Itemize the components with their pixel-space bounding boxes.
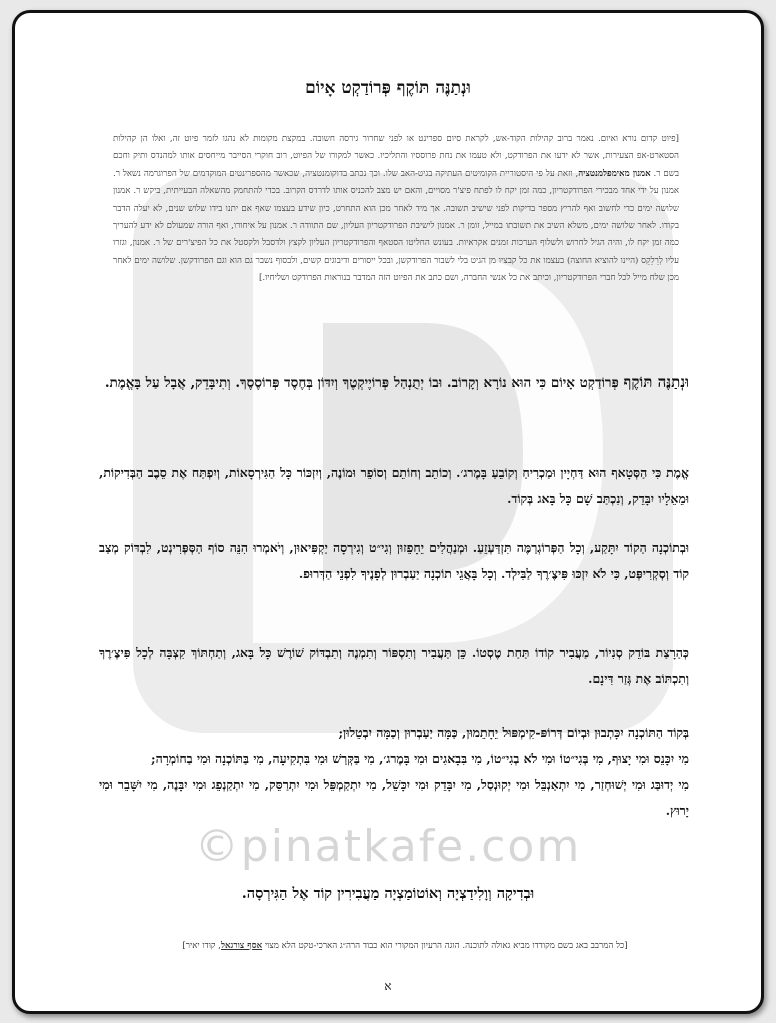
footnote xyxy=(155,940,655,951)
page-title: וּנְתַנֶּה תּוֹקֶף פְּרוֹדַקְט אָיוֹם xyxy=(305,78,471,98)
stanza-4: כְּהַרָצַת בּוֹדֵק סְנִיוֹר, מַעֲבִיר קוֹדוֹ תַּחַת טֶסְטוֹ. כֵּן תַּעֲבִיר וְתִסְפּוֹר וְתִמְנֶה וְתִבְדּוֹק שׁוֹרֶשׁ כָּל בָּאג, וְתַחְתּוֹךְ קִצְבָּה לְכָל פִּיצֶ׳רֶךָ וְתִכְתּוֹב אֶת גְּזַר דִּינָם. xyxy=(99,645,689,686)
stanza-5 xyxy=(99,720,689,824)
watermark-text: ©pinatkafe.com xyxy=(194,821,582,872)
footnote-text: [כל המרבב באג בשם מקודדו מביא גאולה לתוכנה. הוגה הרעיון המקורי הוא כבוד הרה״ג הארכי-טקט הלא מצוי xyxy=(262,941,628,951)
stanza-1 xyxy=(99,367,689,398)
footnote-end: , קודו יאיר] xyxy=(182,941,221,951)
document-content xyxy=(15,13,761,1011)
stanza-5-line-1: בְּקוֹד הַתּוֹכְנָה יִכָּתְבוּן וּבְיוֹם דְּרוֹפּ-קִימְפּוּל יֵחָתֵמוּן, כַּמָּה יַעַבְרוּן וְכַמָּה יִבְטֵלוּן; xyxy=(338,725,689,740)
stanza-5-line-2: מִי יִכָּנֵס וּמִי יָצוּף, מִי בְּגִי״טוֹ וּמִי לֹא בְגִי״טוֹ, מִי בִּבָאגִים וּמִי בָּמֶרג׳, מִי בַּקְּרַשׁ וּמִי בִּתְקִיעָה, מִי בַּתּוֹכְנָה וּמִי בַחוֹמְרָה; xyxy=(151,751,689,766)
document-page xyxy=(12,10,764,1014)
stanza-3: וּבְתוֹכְנָה הַקוֹד יִתָּקַע, וְכָל הַפְּרוֹגְרַמֶּה תִּזְדַּעְזֵעַ. וּמְנַהֲלִים יֵחָפֵזוּן וְגִי״ט וְגִירְסָה יַקְפִּיאוּן, וְיֹאמְרוּ הִנֵּה סוֹף הַסְּפְּרִינְט, לִבְדּוֹק מְצַב קוֹד וְסְקְרִיפְּט, כִּי לֹא יִזְכּוּ פִּיצֶ׳רֶךָ לַבִּילְד. וְכָל בָּאֲגֵי תוֹכְנָה יַעַבְרוּן לְפָנֶיךָ לִפְנֵי הַדְּרוּפ. xyxy=(99,540,689,581)
intro-author-name: אמנון מאימפלמנטציה xyxy=(578,168,651,179)
stanza-1-text: פְּרוֹדַקְט אָיוֹם כִּי הוּא נוֹרָא וְקָרוֹב. וּבוֹ יְתֻנְהַל פְּרוֹיֶיקְטֶךָ וְיִדּוֹן בְּחֶסֶד פְּרוֹסֶסֶךָ. וְתִיבָּדֵק, אֲבָל עַל בָּאֱמֶת. xyxy=(104,375,624,391)
intro-paragraph xyxy=(113,131,679,288)
intro-text-part1: [פיוט קדום נורא ואיום. נאמר ברוב קהילות הקוד-אש, לקראת סיום ספרינט או לפני שחרור גירסה חשובה. במקצת מקומות לא נהגו לזמר פיוט זה, ואלו הן קהילות הסטארט-אפ הצעירות, אשר לא ידעו את הפרודקט, ולא טעמו את נחת פרוססיו והתליכיו. כאשר למקורו של הפיוט, רוב חוקרי הסייבר מייחסים אותו למהנדס ותיק וחכם בשם ר. xyxy=(113,134,679,179)
stanza-1-lead: וּנְתַנֶּה תּוֹקֶף xyxy=(623,373,689,391)
stanza-5-line-3: מִי יְדוּבַּג וּמִי יְשׁוּחְזַר, מִי יִתְאַנְבֵּל וּמִי יְקוּנְסַל, מִי יִבָּדֵק וּמִי יִכָּשֵׁל, מִי יִתְקַמְפֵּל וּמִי יִתְרַסֵּק, מִי יִתְקַנְפֵג וּמִי יִבָּנֶה, מִי יִשָּׁבֵר וּמִי יָרוּץ. xyxy=(99,777,689,818)
page-number: א xyxy=(384,979,392,993)
intro-text-part2: , וזאת על פי היסטוריית הקומיטים העתיקה בגיט-האב שלו. וכך נכתב בדוקומנטציה, שכאשר מהספרינטים המוקדמים של הפרוגרמה נשאל ר. אמנון על ידי אחד מבכירי הפרודקטריון, כמה זמן יקח לו לפתח פיצ'ר מסויים, והאם יש מצב להכניס אותו לדרדס הקרוב. בכדי להתחמק מהשאלה הבעייתית, ביקש ר. אמנון שלושה ימים כדי לחשוב ואף להריץ מספר בדיקות לפני שישיב תשובה. אך מיד לאחר מכן הוא התחרט, כיון שידע בעצמו שאף אם יתנו בידו שלוש שנים, לא יעלה הדבר בקודו. לאחר שלושה ימים, משלא השיב את תשובתו במייל, זומן ר. אמנון לישיבת הפרודקטריון העליון, שם התוודה ר. אמנון על איחורו, ואף הורה שמעולם לא ידע להעריך כמה זמן יקח לו, והיה הגיל לחרוש ולשלוף הערכות זמנים אקראיות. בעונש החליטו הסטאף והפרודקטריון העליון לקצץ ולדסבל ולקסטל את כל הפיצ'רים של ר. אמנון, וגזרו עליו לְרֵלֵקֵס (היינו להוציא החוצה) בעצמו את כל קבציו מן הגיט בלי לשבור הפרודקשן, ובכל ייסורים ודיבוגים קשים, ולבסוף נשבר גם הוא וגם הפרודקשן. שלושה ימים לאחר מכן שלח מייל לכל חברי הפרודקטריון, וכיתב את כל אנשי החברה, ושם כתב את הפיוט הזה המדבר בנוראות הפרודקט ושליחיו.] xyxy=(113,168,679,284)
stanza-2: אֱמֶת כִּי הַסְּטָאף הוּא דַּחְיָין וּמַכְרִיחַ וְקוֹבֵעַ בָּמֶרג׳. וְכוֹתֵב וְחוֹתֵם וְסוֹפֵר וּמוֹנֶה, וְיִזְכּוֹר כָּל הַגִּירְסָאוֹת, וְיִפְתַּח אֶת סֵבֶב הַבְּדִיקוֹת, וּמֵאֵלָיו יִבָּדֵק, וְנִכְתַּב שָׁם כָּל בָּאג בְּקוֹד. xyxy=(99,465,689,506)
closing-line: וּבְדִיקָה וְוָלִידַצְיָה וְאוֹטוֹמַצְיָה מַעֲבִירִין קוֹד אֶל הַגִּירְסָה. xyxy=(241,885,535,902)
footnote-credit: אסף צורגאל xyxy=(220,941,263,951)
